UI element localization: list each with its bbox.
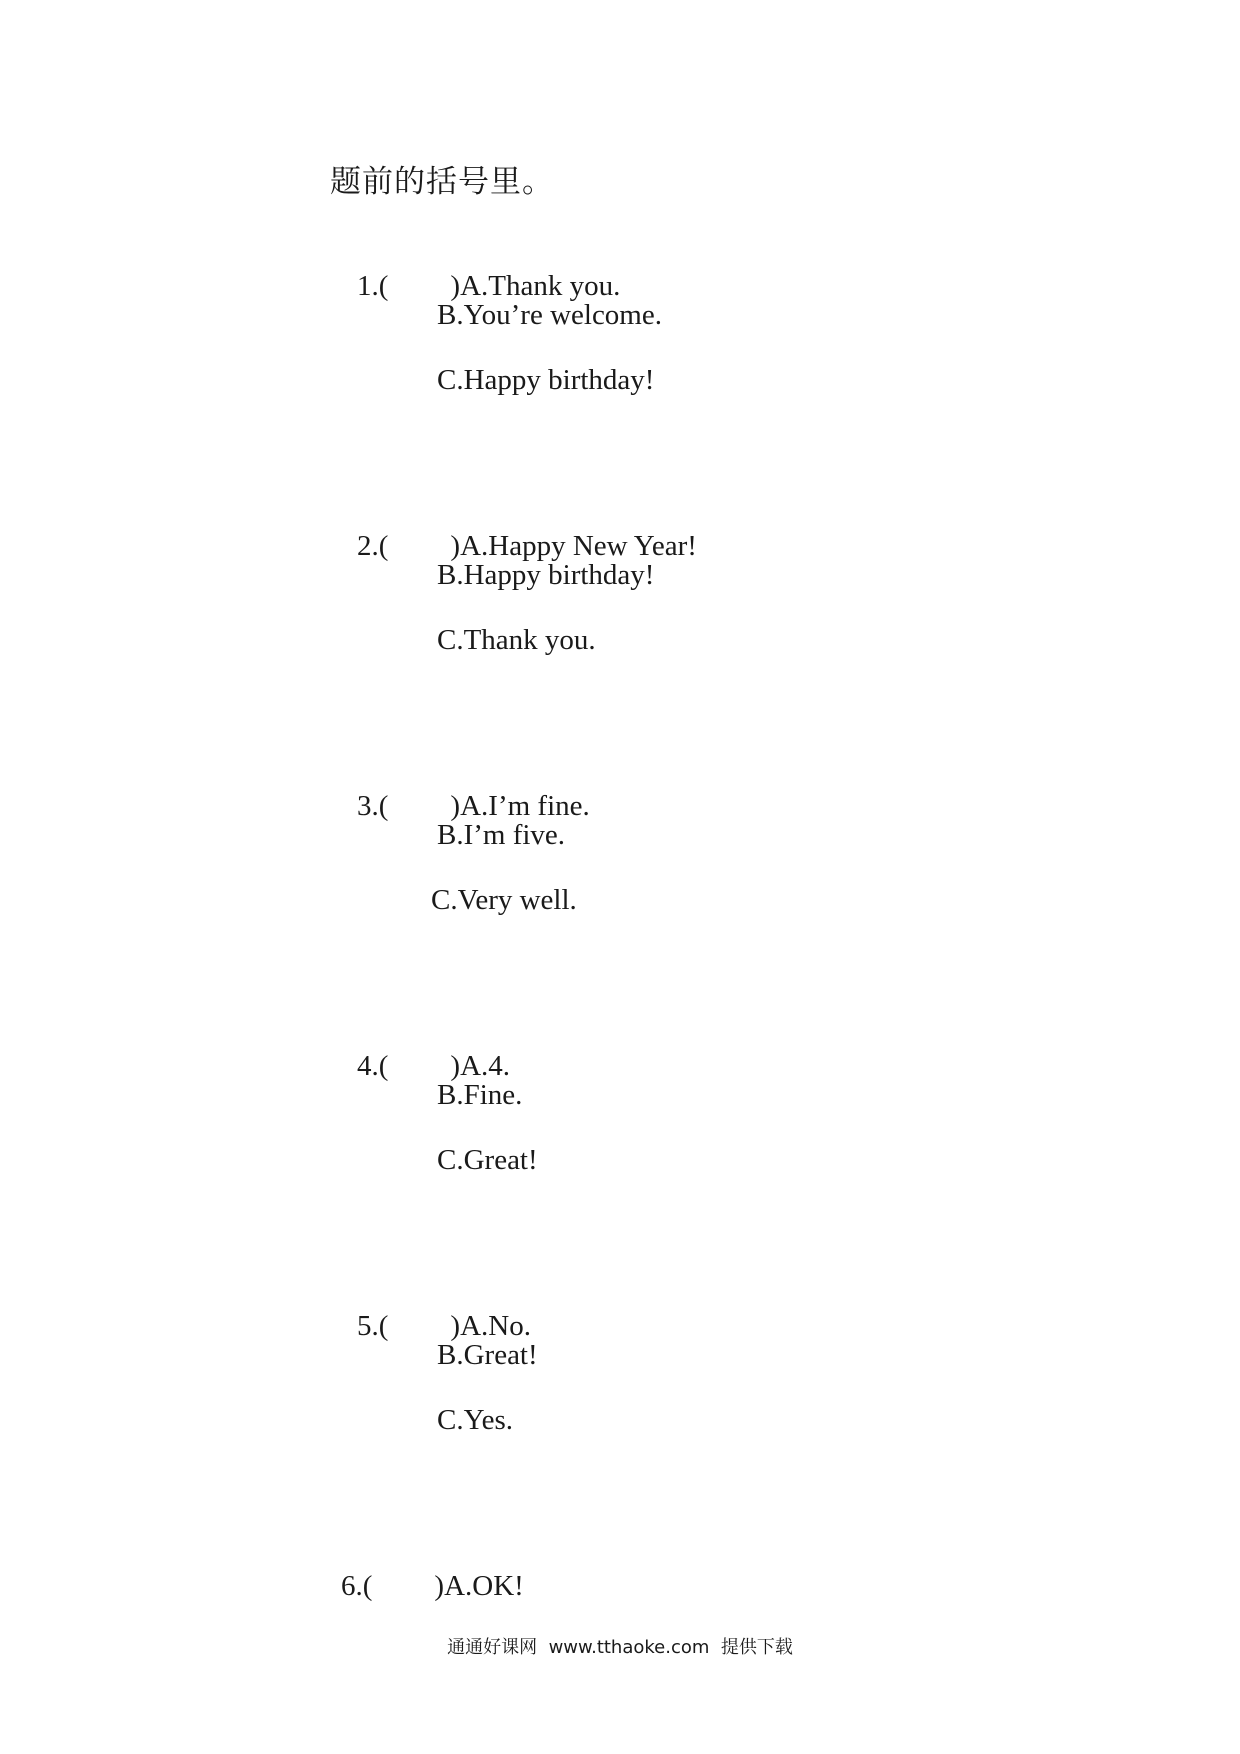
question-2-option-c: C.Thank you. [437,624,596,656]
question-1-option-a: A.Thank you. [460,270,621,302]
question-5-number: 5.( [357,1310,389,1342]
question-6-option-a: A.OK! [444,1570,524,1602]
question-2-close-paren: ) [450,530,461,562]
instruction-text: 题前的括号里。 [330,164,554,200]
question-5-close-paren: ) [450,1310,461,1342]
question-3-option-c: C.Very well. [431,884,577,916]
question-1-number: 1.( [357,270,389,302]
question-3-number: 3.( [357,790,389,822]
question-3-option-b: B.I’m five. [437,819,566,851]
question-3-close-paren: ) [450,790,461,822]
question-4-close-paren: ) [450,1050,461,1082]
question-4-option-c: C.Great! [437,1144,538,1176]
question-1-close-paren: ) [450,270,461,302]
question-4-number: 4.( [357,1050,389,1082]
question-1-option-b: B.You’re welcome. [437,299,662,331]
question-4-option-a: A.4. [460,1050,511,1082]
question-2-number: 2.( [357,530,389,562]
question-3-option-a: A.I’m fine. [460,790,590,822]
question-2-option-b: B.Happy birthday! [437,559,655,591]
question-6-number: 6.( [341,1570,373,1602]
question-5-option-b: B.Great! [437,1339,538,1371]
question-2-option-a: A.Happy New Year! [460,530,697,562]
question-6-close-paren: ) [434,1570,445,1602]
footer-source-text: 通通好课网 www.tthaoke.com 提供下载 [447,1637,793,1658]
question-6-line [312,1532,524,1640]
question-5-option-c: C.Yes. [437,1404,514,1436]
question-1-option-c: C.Happy birthday! [437,364,655,396]
question-4-option-b: B.Fine. [437,1079,523,1111]
question-5-option-a: A.No. [460,1310,531,1342]
